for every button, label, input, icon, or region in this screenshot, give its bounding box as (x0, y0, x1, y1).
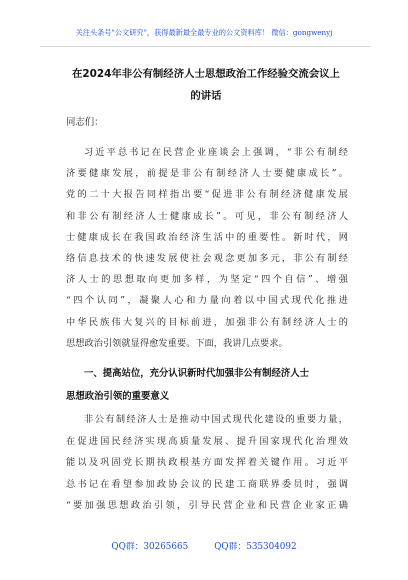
paragraph-line: 非公有制经济人士是推动中国式现代化建设的重要力量， (84, 414, 348, 425)
paragraph-line: 中华民族伟大复兴的目标前进，加强非公有制经济人士的 (66, 316, 348, 328)
paragraph-line: 思想政治引领就显得愈发重要。下面，我讲几点要求。 (66, 337, 288, 349)
paragraph-line: 络信息技术的快速发展使社会观念更加多元，非公有制经 (66, 253, 348, 264)
document-title-line-2: 的讲话 (190, 90, 222, 102)
header-banner (0, 28, 408, 38)
paragraph-line: 士健康成长在我国政治经济生活中的重要性。新时代，网 (66, 231, 348, 243)
document-title-line-1: 在2024年非公有制经济人士思想政治工作经验交流会议上 (72, 68, 340, 80)
paragraph-line: 在促进国民经济实现高质量发展、提升国家现代化治理效 (66, 435, 348, 447)
paragraph-line: “四个认同”，凝聚人心和力量向着以中国式现代化推进 (66, 295, 348, 307)
footer-qq-group-a: QQ群：30265665 (111, 542, 189, 552)
footer-qq-group-b: QQ群：535304092 (214, 542, 297, 552)
footer-contact (0, 541, 408, 553)
paragraph-line: 能以及巩固党长期执政根基方面发挥着关键作用。习近平 (66, 457, 348, 468)
salutation: 同志们： (66, 117, 104, 128)
header-divider (40, 46, 370, 47)
paragraph-line: “要加强思想政治引领，引导民营企业和民营企业家正确 (66, 500, 348, 511)
section-heading-1-line-1: 一、提高站位，充分认识新时代加强非公有制经济人士 (84, 368, 310, 379)
paragraph-line: 党的二十大报告同样指出要“促进非公有制经济健康发展 (66, 189, 348, 201)
paragraph-line: 习近平总书记在民营企业座谈会上强调，“非公有制经 (84, 147, 348, 158)
section-heading-1-line-2: 思想政治引领的重要意义 (66, 391, 170, 402)
paragraph-line: 济人士的思想取向更加多样，为坚定“四个自信”、增强 (66, 274, 348, 286)
paragraph-line: 和非公有制经济人士健康成长”。可见，非公有制经济人 (66, 210, 348, 222)
header-banner-text: 关注头条号"公文研究"，获得最新最全最专业的公文资料库！ 微信：gongwenyj (75, 28, 333, 37)
paragraph-line: 总书记在看望参加政协会议的民建工商联界委员时，强调 (66, 478, 348, 490)
paragraph-line: 济要健康发展，前提是非公有制经济人士要健康成长”。 (66, 168, 348, 180)
